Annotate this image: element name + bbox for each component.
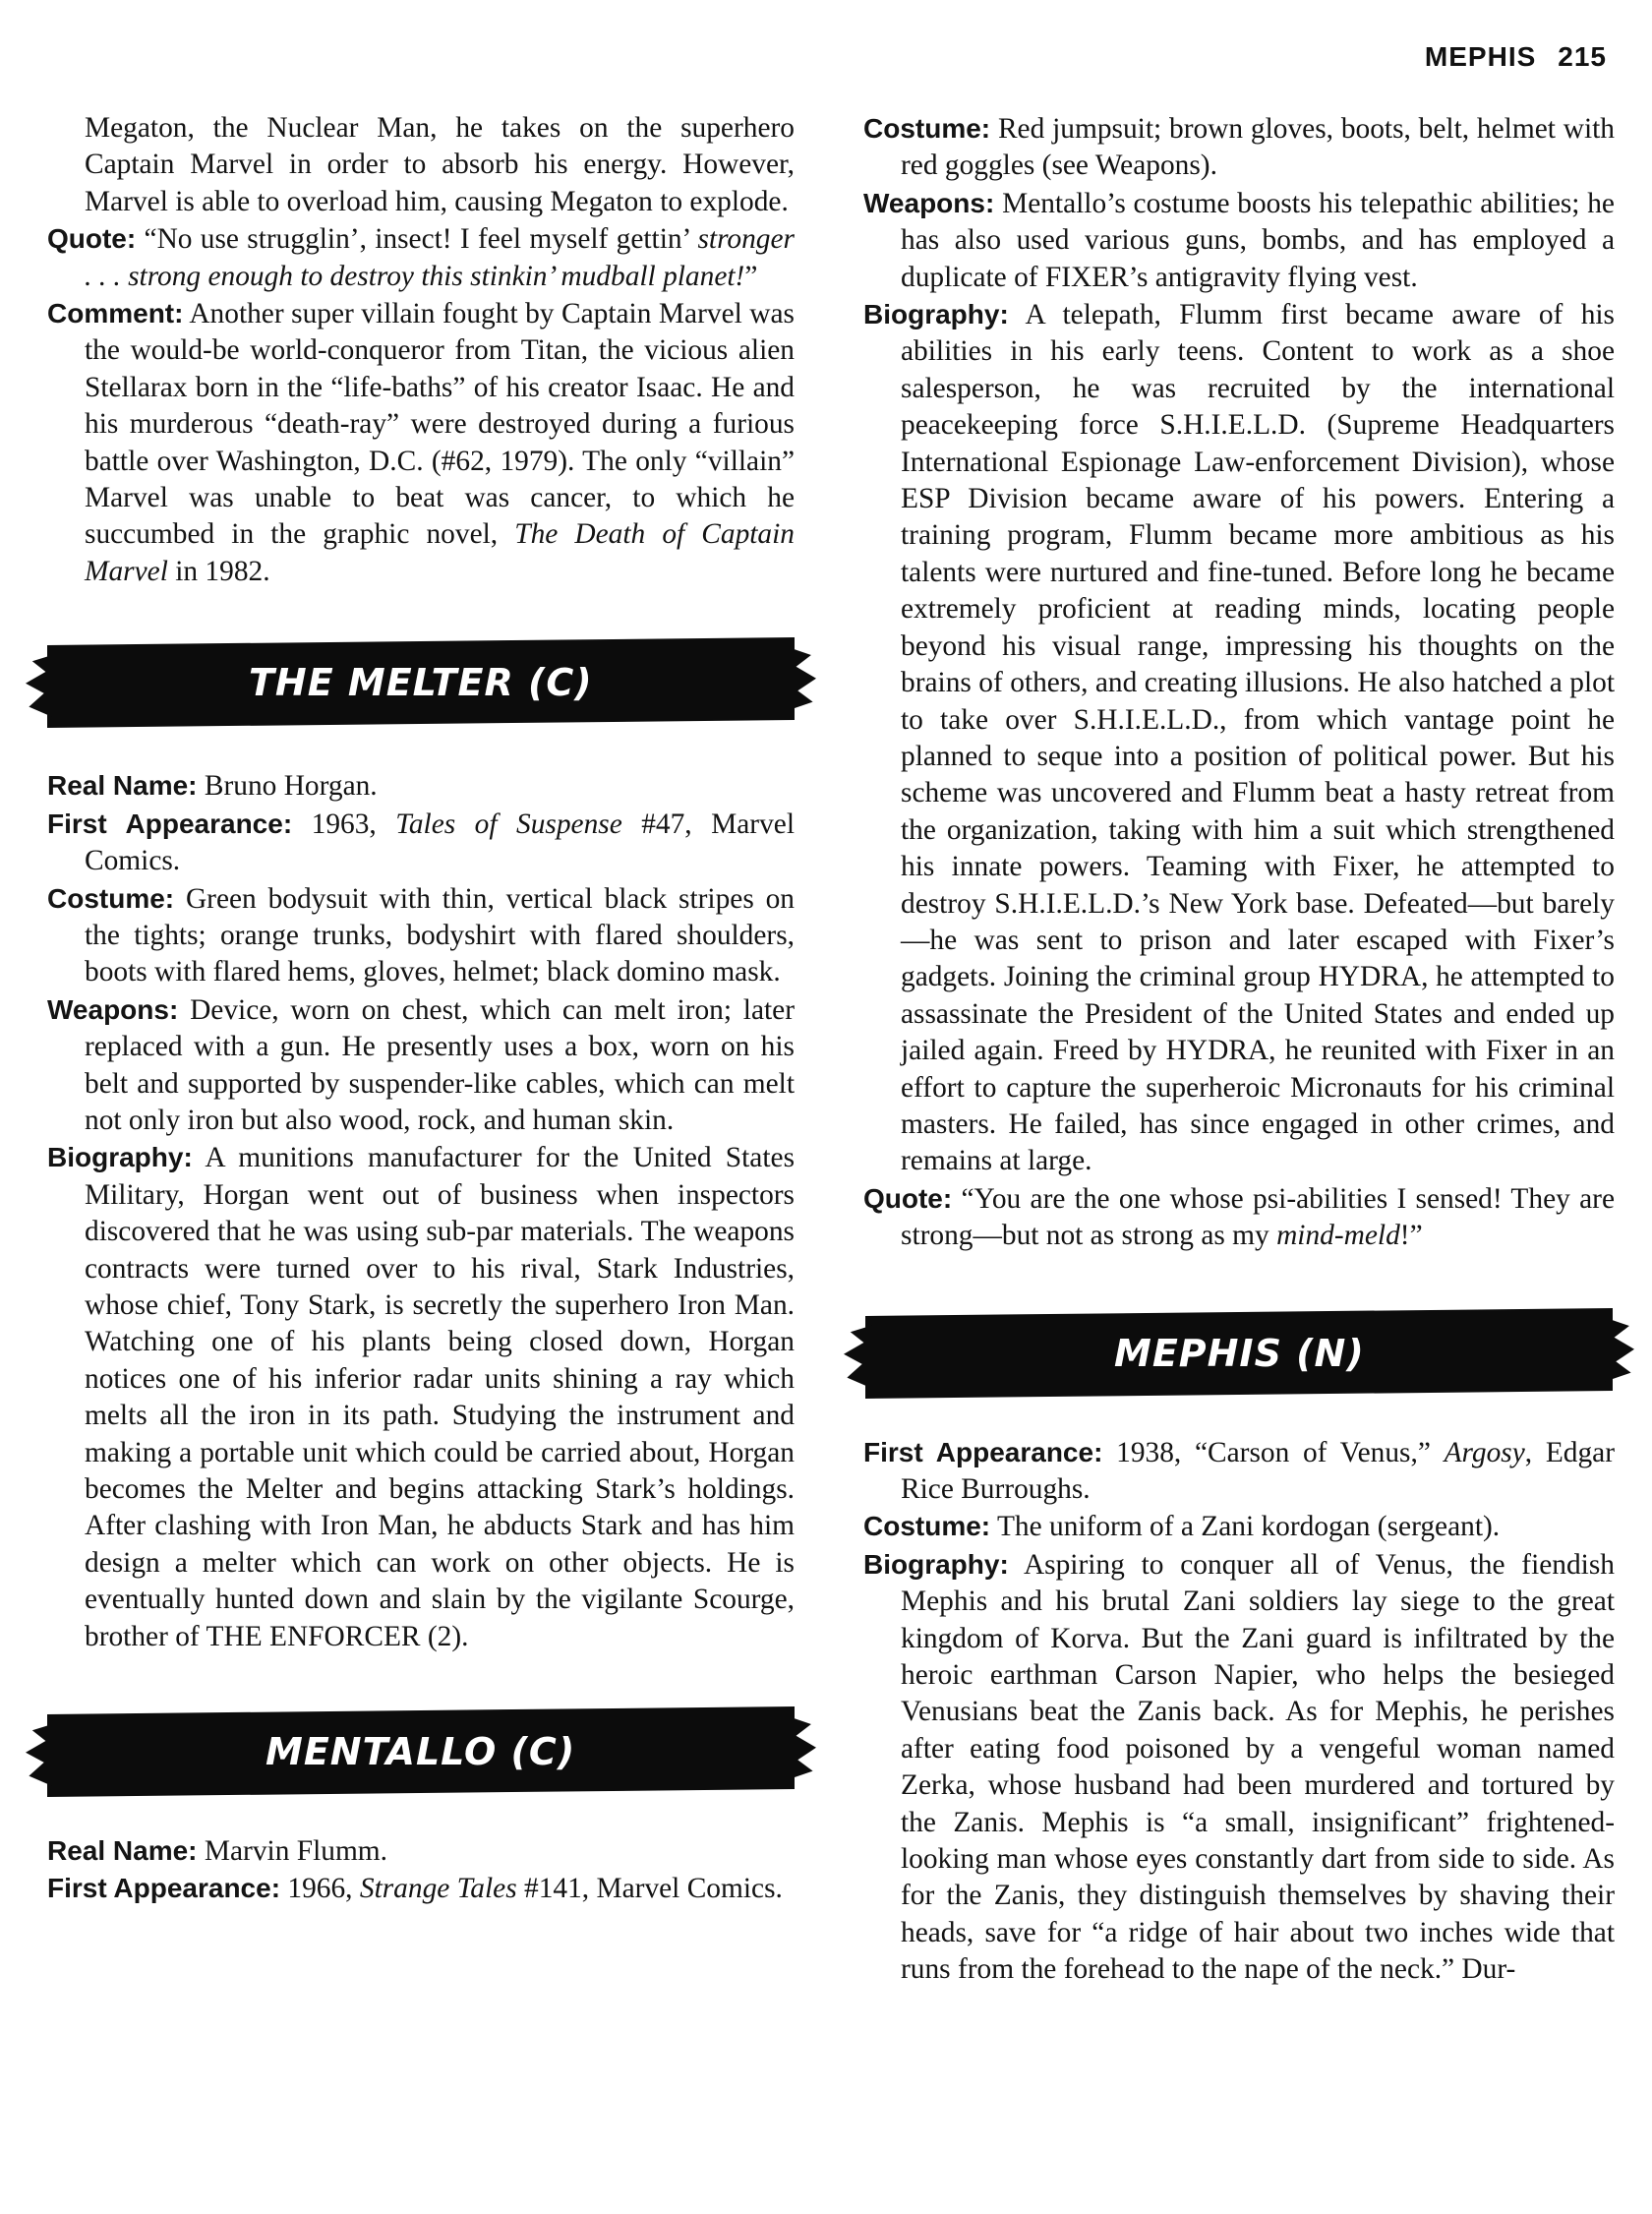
weapons-label: Weapons:	[863, 187, 995, 218]
mephis-biography	[863, 1546, 1615, 1989]
mephis-heading-banner	[865, 1308, 1613, 1399]
mentallo-first-appearance	[47, 1870, 795, 1907]
biography-label: Biography:	[47, 1142, 193, 1173]
megaton-intro: Megaton, the Nuclear Man, he takes on the superhero Captain Marvel in order to absorb his energy. However, Marvel is able to overload him, causing Megaton to explode.	[85, 112, 795, 217]
weapons-value: Device, worn on chest, which can melt iron; later replaced with a gun. He presently uses a box, worn on his belt and supported by suspender-like cables, which can melt not only iron but also wood, rock, and human skin.	[85, 993, 795, 1136]
melter-real-name	[47, 767, 795, 805]
mentallo-quote	[863, 1180, 1615, 1255]
costume-label: Costume:	[47, 882, 175, 914]
mentallo-heading-wrap	[47, 1710, 795, 1793]
real-name-label: Real Name:	[47, 1835, 198, 1867]
mentallo-heading-banner	[47, 1706, 795, 1797]
weapons-value: Mentallo’s costume boosts his telepathic abilities; he has also used various guns, bombs, and has employed a duplicate of FIXER’s antigravity flying vest.	[901, 187, 1615, 293]
megaton-quote	[47, 220, 795, 295]
costume-label: Costume:	[863, 1511, 991, 1542]
comment-text: Another super villain fought by Captain Marvel was the would-be world-conqueror from Titan, the vicious alien Stellarax born in the “life-baths” of his creator Isaac. He and his murderous “death-ray” were destroyed during a furious battle over Washington, D.C. (#62, 1979). The only “villain” Marvel was unable to beat was cancer, to which he succumbed in the graphic novel,	[85, 298, 795, 551]
mephis-heading-wrap	[863, 1312, 1615, 1395]
biography-value: A telepath, Flumm first became aware of his abilities in his early teens. Content to work as a shoe salesperson, he was recruited by the international peacekeeping force S.H.I.E.L.D. (Supreme Headquarters International Espionage Law-enforcement Division), whose ESP Division became aware of his powers. Entering a training program, Flumm became more ambitious as his talents were nurtured and fine-tuned. Before long he became extremely proficient at reading minds, locating people beyond his visual range, impressing his thoughts on the brains of others, and creating illusions. He also hatched a plot to take over S.H.I.E.L.D., from which vantage point he planned to seque into a position of political power. But his scheme was uncovered and Flumm beat a hasty retreat from the organization, taking with him a suit which strengthened his innate powers. Teaming with Fixer, he attempted to destroy S.H.I.E.L.D.’s New York base. Defeated—but barely—he was sent to prison and later escaped with Fixer’s gadgets. Joining the criminal group HYDRA, he attempted to assassinate the President of the United States and ended up jailed again. Freed by HYDRA, he reunited with Fixer in an effort to capture the superheroic Micronauts for his criminal masters. He failed, has since engaged in other crimes, and remains at large.	[901, 299, 1615, 1177]
running-head	[1403, 41, 1607, 73]
quote-text-close: ”	[744, 260, 758, 292]
first-appearance-pre: 1963,	[311, 808, 396, 840]
running-head-title: MEPHIS	[1424, 41, 1537, 72]
melter-heading-wrap	[47, 641, 795, 724]
right-column	[863, 110, 1615, 1989]
costume-value: Green bodysuit with thin, vertical black stripes on the tights; orange trunks, bodyshirt with flared shoulders, boots with flared hems, gloves, helmet; black domino mask.	[85, 882, 795, 988]
page-number: 215	[1558, 41, 1607, 72]
quote-text: “You are the one whose psi-abilities I sensed! They are strong—but not as strong as my	[901, 1182, 1615, 1252]
biography-label: Biography:	[863, 1548, 1009, 1580]
mentallo-real-name	[47, 1832, 795, 1870]
melter-weapons	[47, 991, 795, 1140]
megaton-comment	[47, 295, 795, 590]
mephis-costume	[863, 1508, 1615, 1545]
costume-value: The uniform of a Zani kordogan (sergeant).	[996, 1511, 1501, 1543]
mephis-first-appearance	[863, 1434, 1615, 1509]
mentallo-weapons	[863, 185, 1615, 296]
mentallo-costume	[863, 110, 1615, 185]
first-appearance-post: #141, Marvel Comics.	[516, 1873, 783, 1905]
first-appearance-label: First Appearance:	[863, 1436, 1103, 1467]
quote-text-open: “No use strugglin’, insect! I feel myself gettin’	[144, 223, 698, 256]
mentallo-heading: MENTALLO (C)	[266, 1730, 576, 1774]
first-appearance-label: First Appearance:	[47, 808, 293, 839]
mephis-heading: MEPHIS (N)	[1113, 1331, 1365, 1375]
quote-label: Quote:	[863, 1182, 953, 1214]
first-appearance-title: Argosy	[1444, 1436, 1525, 1468]
weapons-label: Weapons:	[47, 993, 179, 1025]
first-appearance-title: Strange Tales	[359, 1873, 517, 1905]
real-name-label: Real Name:	[47, 770, 198, 802]
first-appearance-title: Tales of Suspense	[395, 808, 622, 840]
left-column	[47, 110, 795, 1908]
melter-heading: THE MELTER (C)	[249, 661, 593, 705]
melter-first-appearance	[47, 806, 795, 880]
first-appearance-post: , Edgar Rice Burroughs.	[901, 1436, 1616, 1505]
quote-italic: mind-meld	[1276, 1220, 1400, 1252]
costume-label: Costume:	[863, 113, 991, 144]
comment-label: Comment:	[47, 298, 184, 329]
mentallo-biography	[863, 296, 1615, 1180]
biography-value: Aspiring to conquer all of Venus, the fiendish Mephis and his brutal Zani soldiers lay siege to the great kingdom of Korva. But the Zani guard is infiltrated by the heroic earthman Carson Napier, who helps the besieged Venusians beat the Zanis back. As for Mephis, he perishes after eating food poisoned by a vengeful woman named Zerka, whose husband had been murdered and tortured by the Zanis. Mephis is “a small, insignificant” frightened-looking man whose eyes constantly dart from side to side. As for the Zanis, they distinguish themselves by shaving their heads, save for “a ridge of hair about two inches wide that runs from the forehead to the nape of the neck.” Dur-	[901, 1548, 1615, 1986]
quote-end: !”	[1399, 1220, 1423, 1252]
comment-title: The Death of Captain Marvel	[85, 518, 795, 587]
first-appearance-pre: 1966,	[287, 1873, 360, 1905]
quote-label: Quote:	[47, 223, 137, 255]
melter-biography	[47, 1139, 795, 1655]
biography-label: Biography:	[863, 299, 1009, 330]
comment-text-end: in 1982.	[167, 555, 270, 587]
costume-value: Red jumpsuit; brown gloves, boots, belt, helmet with red goggles (see Weapons).	[901, 113, 1615, 182]
first-appearance-post: #47, Marvel Comics.	[85, 808, 795, 877]
real-name-value: Marvin Flumm.	[204, 1835, 388, 1868]
melter-costume	[47, 880, 795, 991]
melter-heading-banner	[47, 637, 795, 728]
real-name-value: Bruno Horgan.	[204, 770, 378, 803]
quote-text-italic: stronger . . . strong enough to destroy this stinkin’ mudball planet!	[85, 223, 795, 292]
first-appearance-pre: 1938, “Carson of Venus,”	[1116, 1436, 1445, 1468]
first-appearance-label: First Appearance:	[47, 1873, 281, 1904]
biography-value: A munitions manufacturer for the United States Military, Horgan went out of business when inspectors discovered that he was using sub-par materials. The weapons contracts were turned over to his rival, Stark Industries, whose chief, Tony Stark, is secretly the superhero Iron Man. Watching one of his plants being closed down, Horgan notices one of his inferior radar units shining a ray which melts all the iron in its path. Studying the instrument and making a portable unit which could be carried about, Horgan becomes the Melter and begins attacking Stark’s holdings. After clashing with Iron Man, he abducts Stark and has him design a melter which can work on other objects. He is eventually hunted down and slain by the vigilante Scourge, brother of THE ENFORCER (2).	[85, 1142, 796, 1652]
